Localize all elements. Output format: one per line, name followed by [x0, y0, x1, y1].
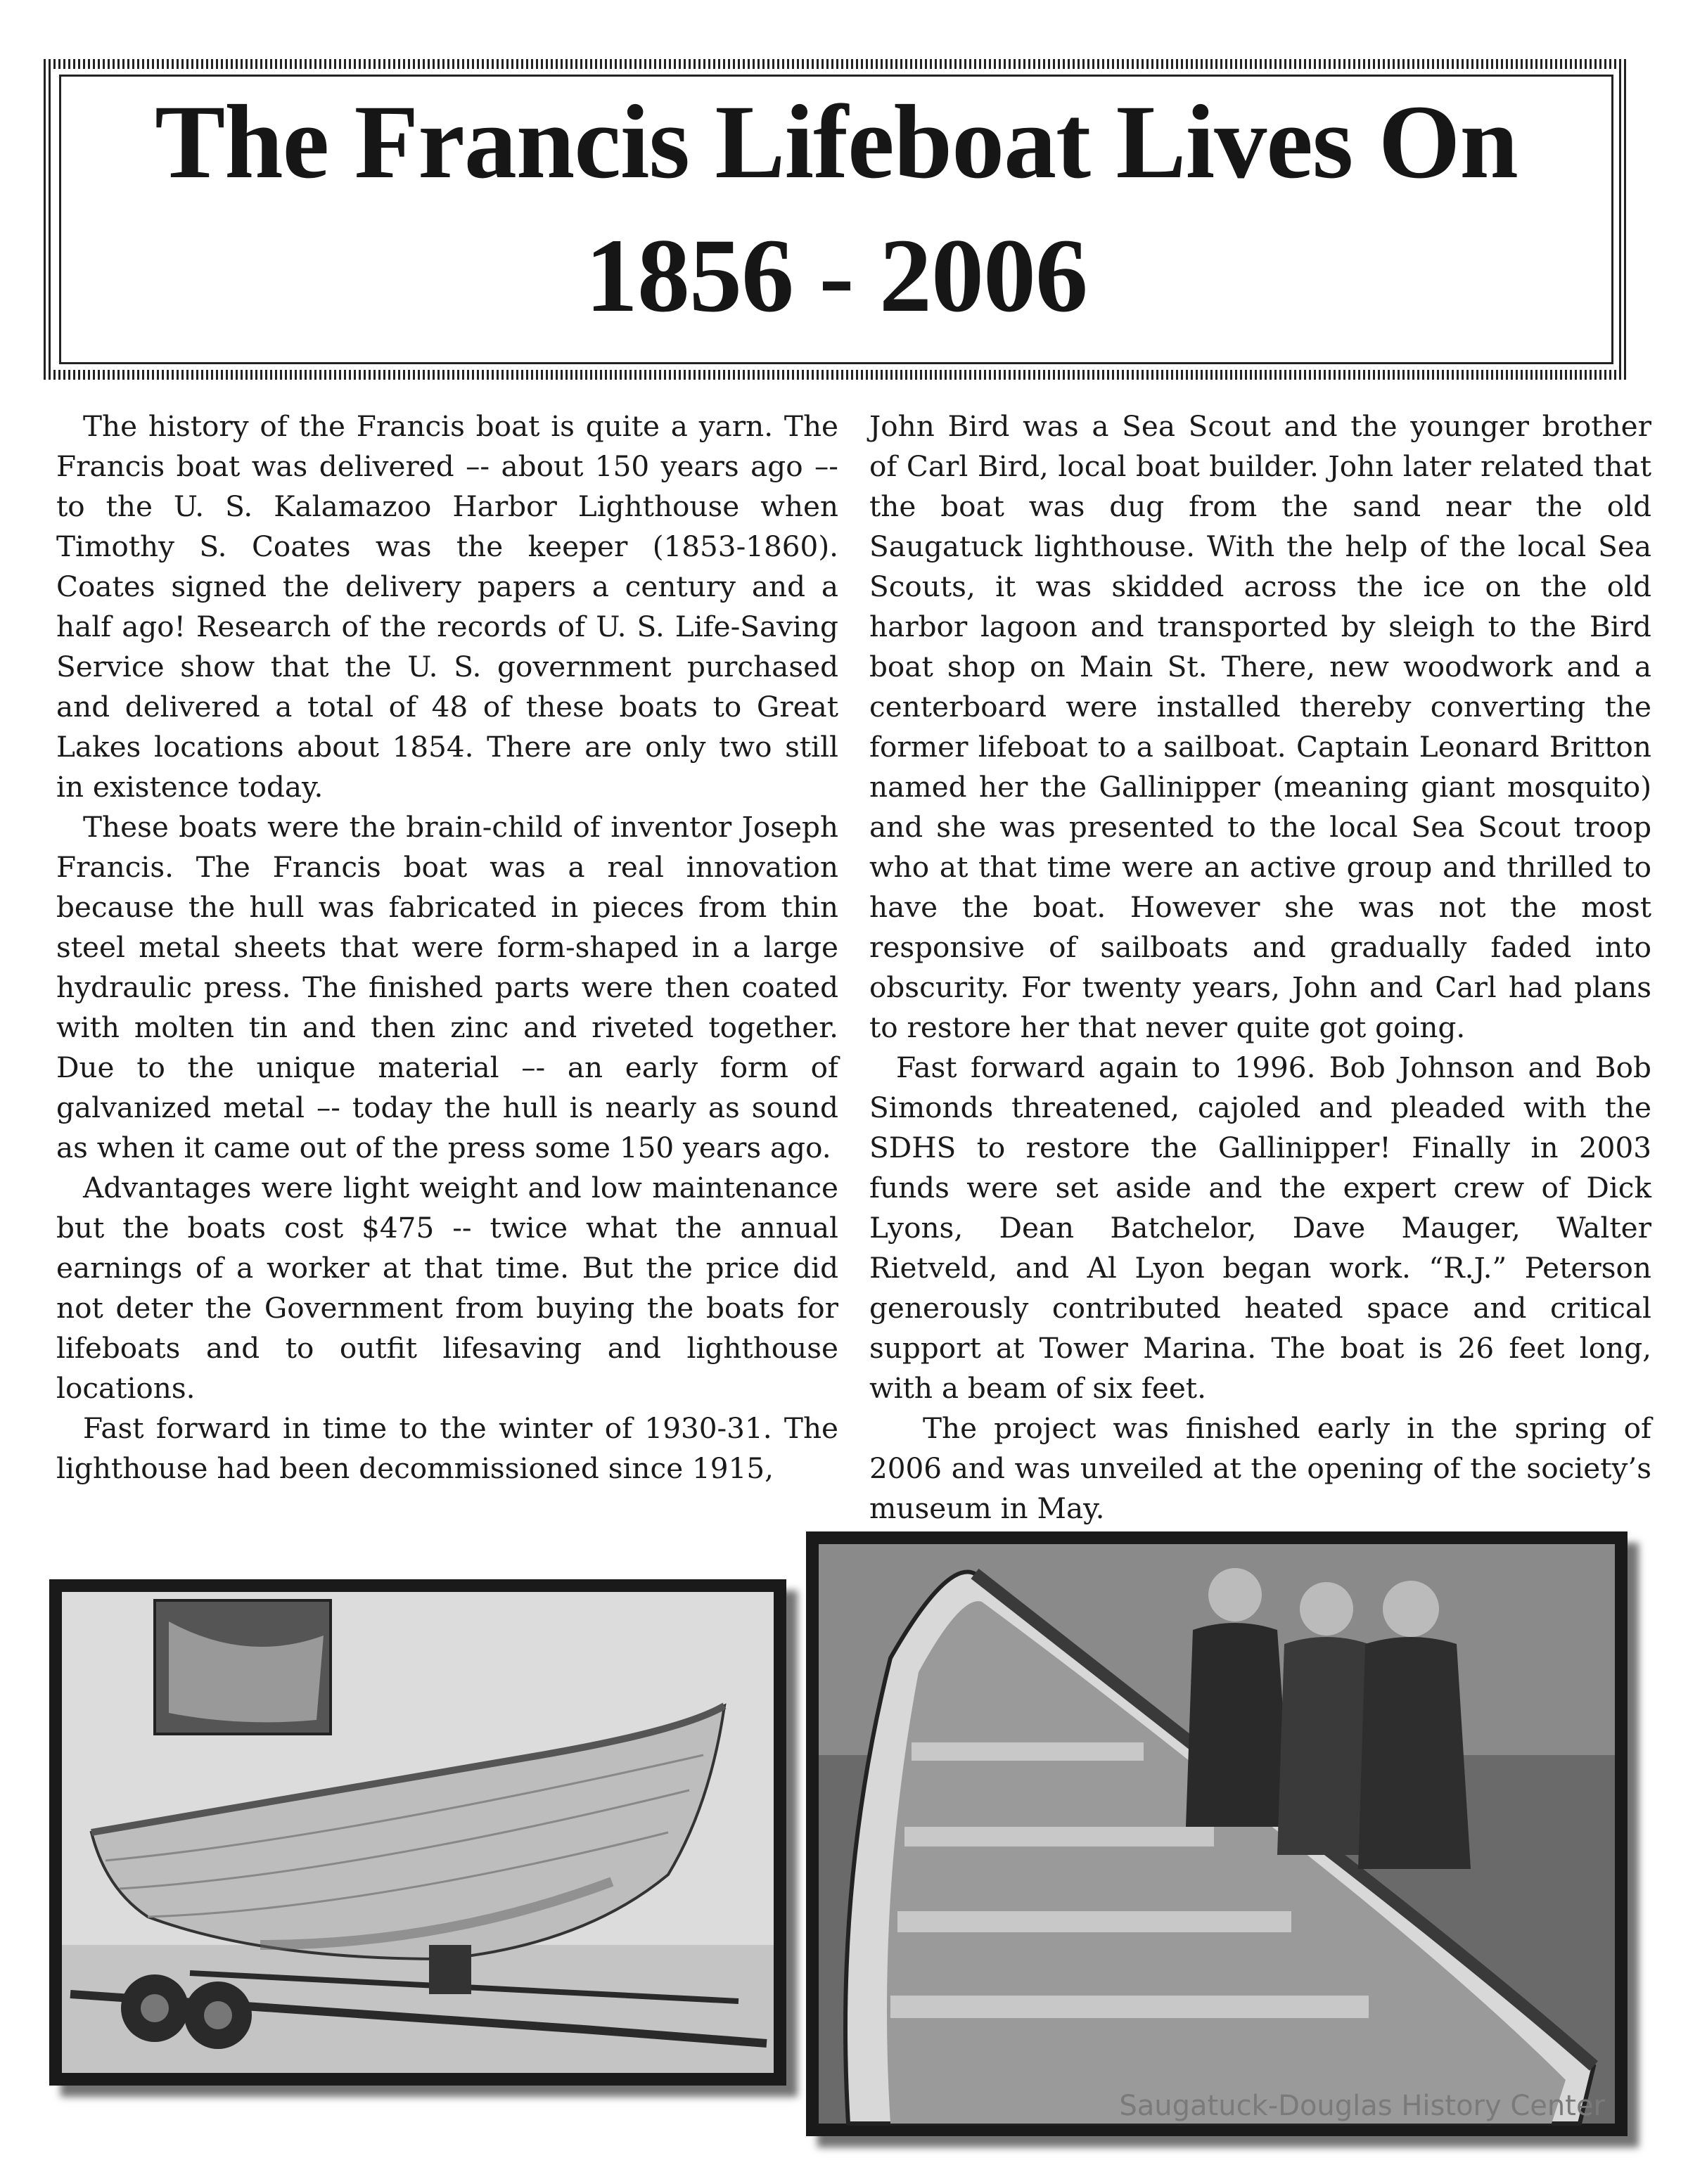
paragraph: The project was finished early in the spring of 2006 and was unveiled at the opening of the society’s museum in May. — [869, 1411, 1651, 1525]
paragraph: John Bird was a Sea Scout and the younger brother of Carl Bird, local boat builder. John later related that the boat was dug from the sand near the old Saugatuck lighthouse. With the help of the local Sea Scouts, it was skidded across the ice on the old harbor lagoon and transported by sleigh to the Bird boat shop on Main St. There, new woodwork and a centerboard were installed thereby converting the former lifeboat to a sailboat. Captain Leonard Britton named her the Gallinipper (meaning giant mosquito) and she was presented to the local Sea Scout troop who at that time were an active group and thrilled to have the boat. However she was not the most responsive of sailboats and gradually faded into obscurity. For twenty years, John and Carl had plans to restore her that never quite got going. — [869, 409, 1651, 1044]
paragraph: The history of the Francis boat is quite a yarn. The Francis boat was delivered –- about 150 years ago –- to the U. S. Kalamazoo Harbor Lighthouse when Timothy S. Coates was the keeper (1853-1860). Coates signed the delivery papers a century and a half ago! Research of the records of U. S. Life-Saving Service show that the U. S. government purchased and delivered a total of 48 of these boats to Great Lakes locations about 1854. There are only two still in existence today. — [56, 409, 838, 804]
restored-boat-illustration — [806, 1531, 1628, 2136]
photo-credit: Saugatuck-Douglas History Center — [1119, 2090, 1605, 2122]
photo-restored-boat — [806, 1531, 1628, 2136]
paragraph: These boats were the brain-child of inventor Joseph Francis. The Francis boat was a real innovation because the hull was fabricated in pieces from thin steel metal sheets that were form-shaped in a large hydraulic press. The finished parts were then coated with molten tin and then zinc and riveted together. Due to the unique material –- an early form of galvanized metal –- today the hull is nearly as sound as when it came out of the press some 150 years ago. — [56, 810, 838, 1164]
article-column-right — [869, 406, 1651, 1529]
photo-boat-on-trailer — [49, 1579, 786, 2086]
boat-trailer-illustration — [49, 1579, 786, 2086]
paragraph: Advantages were light weight and low maintenance but the boats cost $475 -- twice what the annual earnings of a worker at that time. But the price did not deter the Government from buying the boats for lifeboats and to outfit lifesaving and lighthouse locations. — [56, 1171, 838, 1405]
headline: The Francis Lifeboat Lives On — [155, 84, 1518, 200]
title-frame — [44, 59, 1629, 380]
paragraph: Fast forward in time to the winter of 1930-31. The lighthouse had been decommissioned since 1915, — [56, 1411, 838, 1485]
headline-years: 1856 - 2006 — [585, 217, 1087, 334]
paragraph: Fast forward again to 1996. Bob Johnson and Bob Simonds threatened, cajoled and pleaded with the SDHS to restore the Gallinipper! Finally in 2003 funds were set aside and the expert crew of Dick Lyons, Dean Batchelor, Dave Mauger, Walter Rietveld, and Al Lyon began work. “R.J.” Peterson generously contributed heated space and critical support at Tower Marina. The boat is 26 feet long, with a beam of six feet. — [869, 1051, 1651, 1405]
article-column-left — [56, 406, 838, 1489]
